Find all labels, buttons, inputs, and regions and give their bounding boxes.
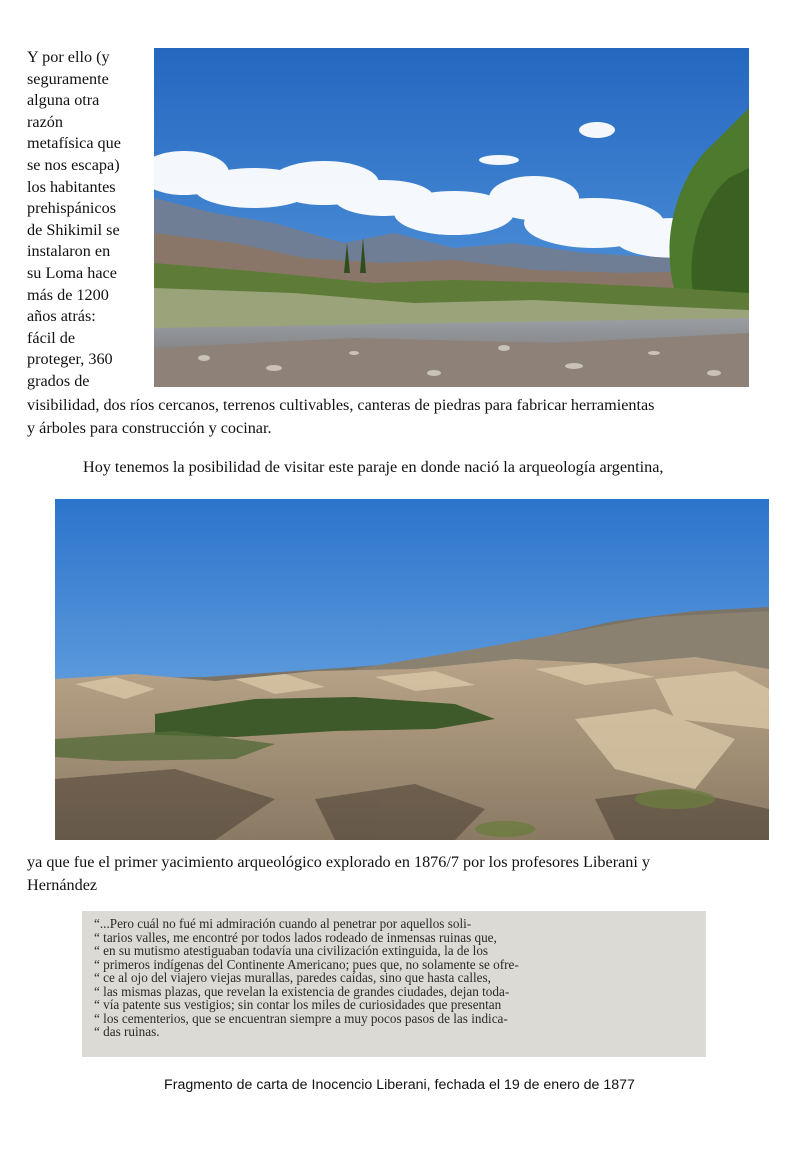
text-line: Y por ello (y [27,48,110,66]
text-line: metafísica que [27,134,121,153]
text-line: grados de [27,371,90,390]
quote-line: “...Pero cuál no fué mi admiración cuando al penetrar por aquellos soli- [94,916,472,931]
quote-line: “ tarios valles, me encontré por todos lados rodeado de inmensas ruinas que, [94,929,497,945]
side-paragraph-continuation [27,394,767,440]
badlands-image [55,499,769,840]
text-line: visibilidad, dos ríos cercanos, terrenos cultivables, canteras de piedras para fabricar herramientas [27,396,655,414]
text-line: años atrás: [27,307,96,326]
badlands-photo [55,499,769,840]
text-line: y árboles para construcción y cocinar. [27,419,272,437]
fragment-caption: Fragmento de carta de Inocencio Liberani, fechada el 19 de enero de 1877 [164,1077,635,1093]
text-line: de Shikimil se [27,220,120,239]
paragraph-visit: Hoy tenemos la posibilidad de visitar este paraje en donde nació la arqueología argentina, [83,458,664,476]
quote-line: “ los cementerios, que se encuentran siempre a muy pocos pasos de las indica- [94,1010,508,1026]
river-valley-photo [154,48,749,387]
text-line: instalaron en [27,242,111,261]
text-line: más de 1200 [27,285,109,304]
text-line: Hernández [27,876,98,894]
text-line: prehispánicos [27,199,117,218]
quote-line: “ ce al ojo del viajero viejas murallas, paredes caídas, sino que hasta calles, [94,970,491,985]
text-line: proteger, 360 [27,350,113,369]
text-line: razón [27,112,63,131]
text-line: fácil de [27,328,76,347]
quote-line: “ las mismas plazas, que revelan la existencia de grandes ciudades, dejan toda- [94,983,510,999]
river-valley-image [154,48,749,387]
quote-line: “ das ruinas. [94,1024,160,1039]
text-line: ya que fue el primer yacimiento arqueológico explorado en 1876/7 por los profesores Liberani y [27,853,651,871]
quote-line: “ en su mutismo atestiguaban todavía una civilización extinguida, la de los [94,943,489,958]
text-line: su Loma hace [27,263,117,282]
text-line: alguna otra [27,91,100,110]
side-paragraph [27,47,147,393]
quote-line: “ vía patente sus vestigios; sin contar los miles de curiosidades que presentan [94,997,502,1012]
text-line: los habitantes [27,177,116,196]
text-line: seguramente [27,69,109,88]
liberani-letter-fragment [82,911,706,1057]
text-line: se nos escapa) [27,155,120,174]
paragraph-first-site [27,851,767,897]
quote-line: “ primeros indígenas del Continente Americano; pues que, no solamente se ofre- [94,956,519,972]
